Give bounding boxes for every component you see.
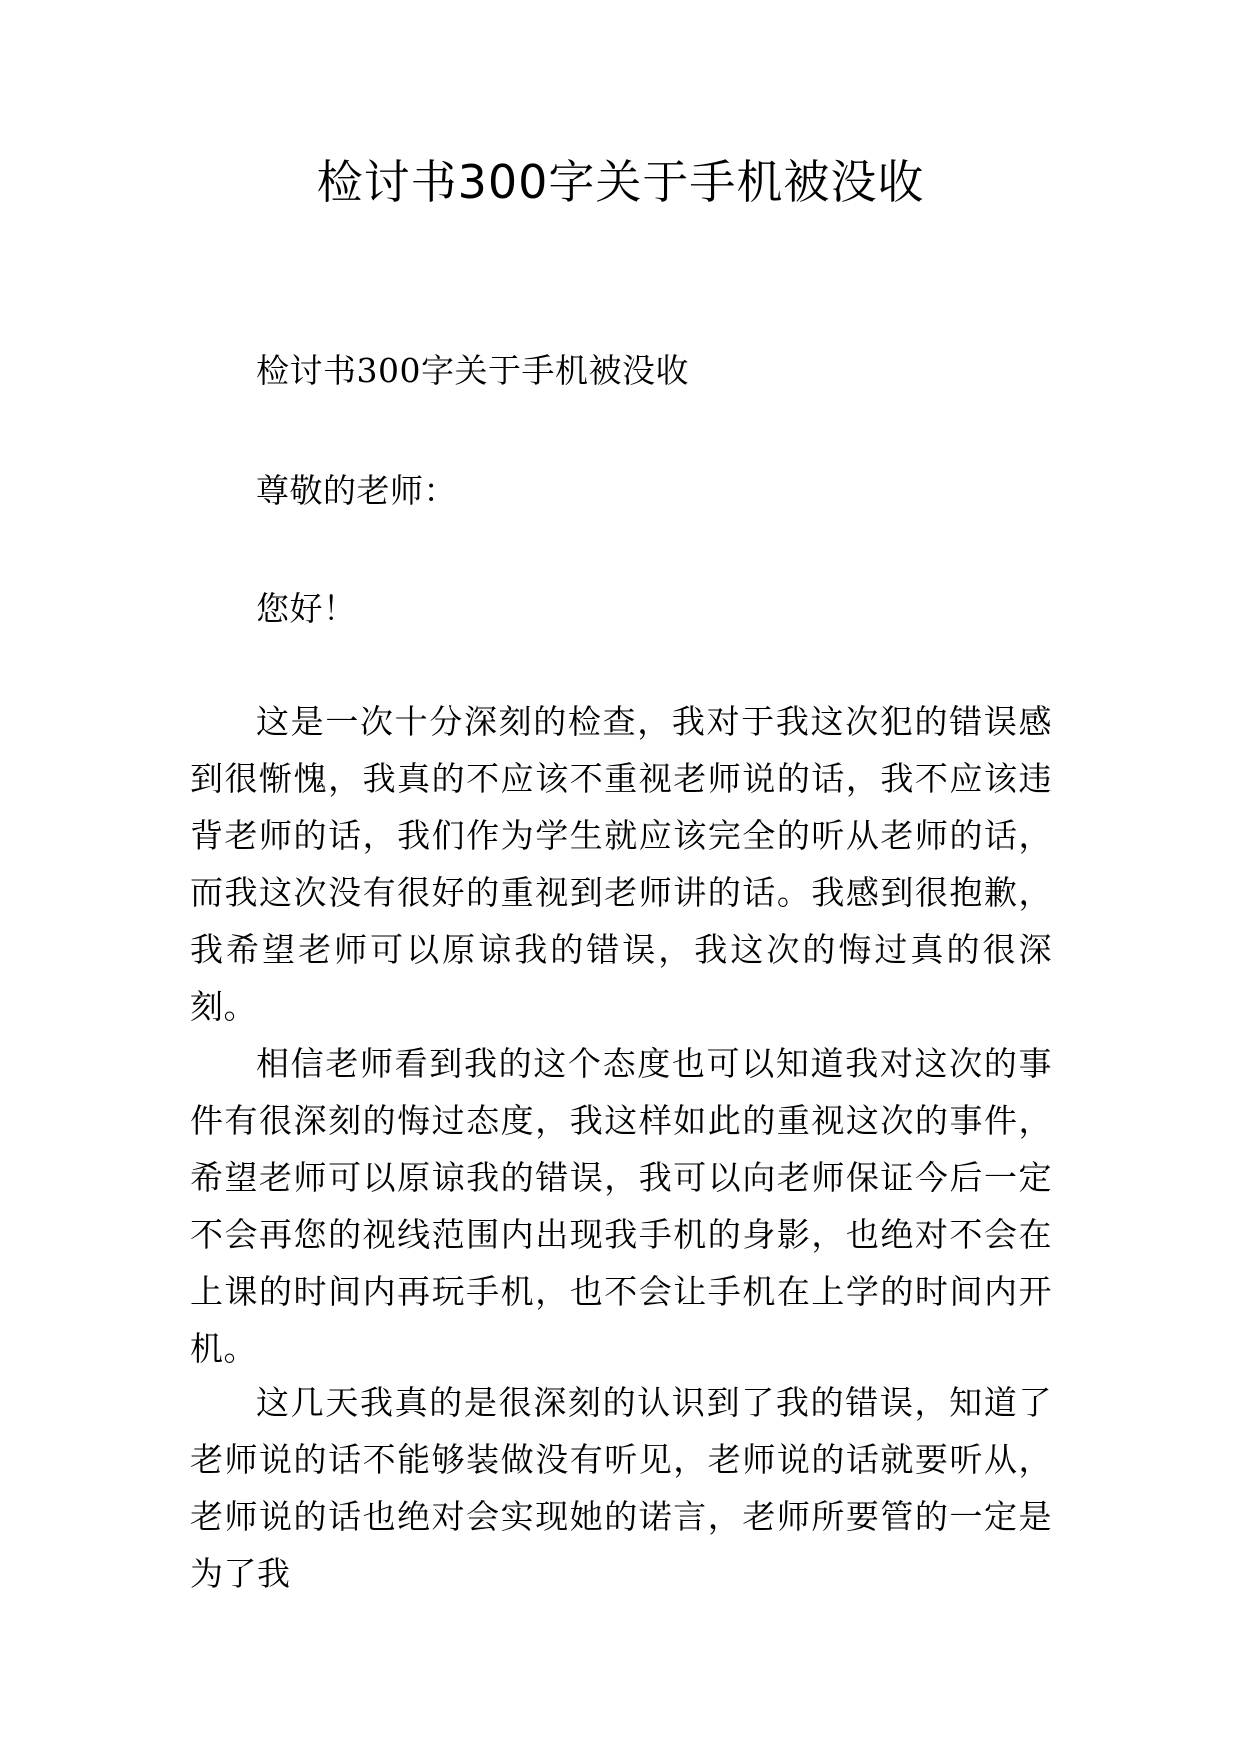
paragraph: 这是一次十分深刻的检查，我对于我这次犯的错误感到很惭愧，我真的不应该不重视老师说的话，我不应该违背老师的话，我们作为学生就应该完全的听从老师的话，而我这次没有很好的重视到老师讲的话。我感到很抱歉，我希望老师可以原谅我的错误，我这次的悔过真的很深刻。: [190, 702, 1052, 1026]
salutation: 尊敬的老师：: [256, 471, 457, 510]
document-title: 检讨书300字关于手机被没收: [316, 155, 925, 209]
document-subtitle: 检讨书300字关于手机被没收: [256, 351, 689, 390]
paragraph: 相信老师看到我的这个态度也可以知道我对这次的事件有很深刻的悔过态度，我这样如此的重视这次的事件，希望老师可以原谅我的错误，我可以向老师保证今后一定不会再您的视线范围内出现我手机的身影，也绝对不会在上课的时间内再玩手机，也不会让手机在上学的时间内开机。: [190, 1044, 1052, 1368]
greeting: 您好！: [256, 589, 357, 628]
paragraph: 这几天我真的是很深刻的认识到了我的错误，知道了老师说的话不能够装做没有听见，老师说的话就要听从，老师说的话也绝对会实现她的诺言，老师所要管的一定是为了我: [190, 1383, 1052, 1593]
